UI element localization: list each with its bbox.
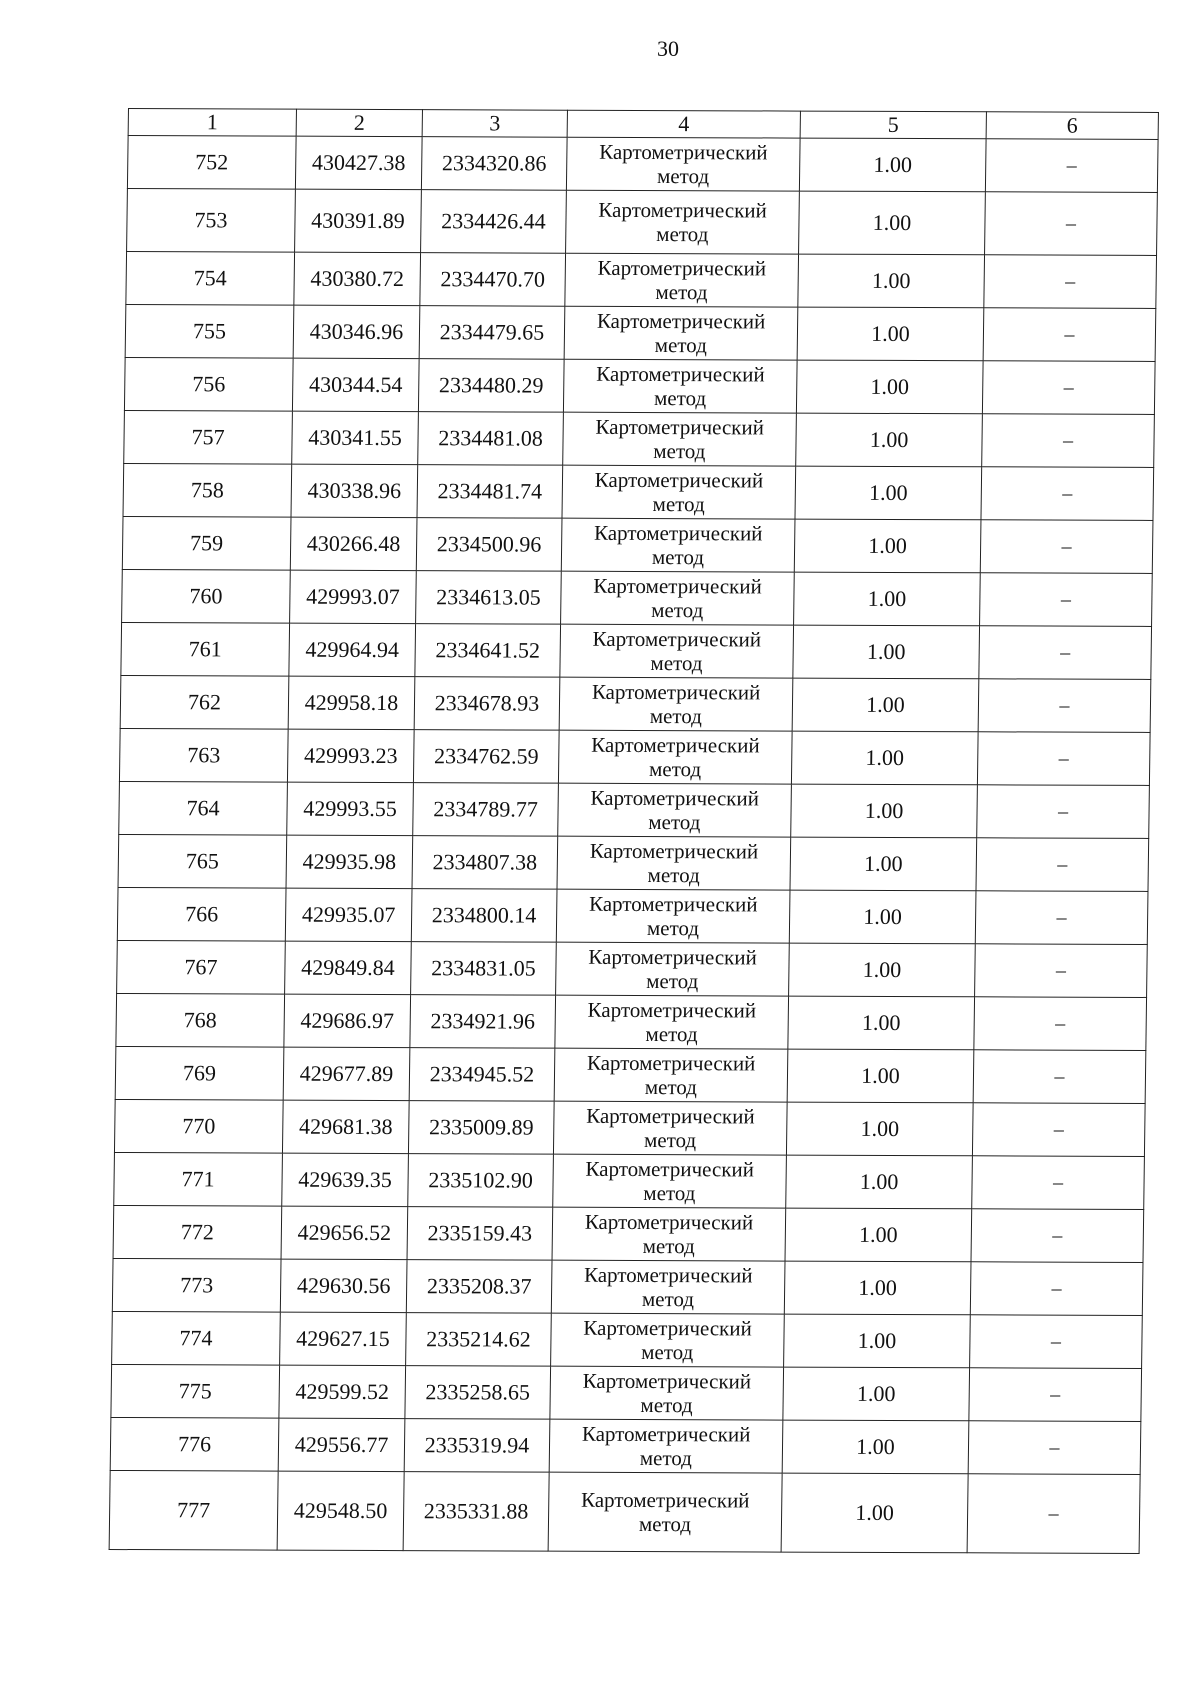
point-number-cell: 762 [120, 675, 289, 729]
accuracy-cell: 1.00 [788, 996, 975, 1050]
point-number-cell: 767 [117, 940, 286, 994]
accuracy-cell: 1.00 [789, 890, 976, 944]
note-cell: – [973, 1050, 1146, 1104]
point-number-cell: 776 [110, 1417, 279, 1471]
table-row [112, 1258, 1143, 1315]
coordinate-y-cell: 2334426.44 [421, 190, 567, 254]
page-number: 30 [657, 36, 679, 61]
coordinate-y-cell: 2335214.62 [406, 1313, 552, 1367]
method-line-2: метод [652, 492, 705, 517]
coordinate-x-cell: 429993.07 [290, 570, 417, 623]
method-line-2: метод [641, 1340, 694, 1365]
column-header: 6 [986, 112, 1158, 140]
note-cell: – [982, 361, 1155, 415]
coordinate-x-cell: 430344.54 [292, 358, 419, 411]
coordinate-y-cell: 2334479.65 [419, 306, 565, 360]
method-line-2: метод [646, 969, 699, 994]
coordinate-x-cell: 429964.94 [289, 623, 416, 676]
method-line-2: метод [648, 757, 702, 782]
table-row [114, 1152, 1145, 1209]
note-cell: – [977, 785, 1150, 839]
table-row [122, 516, 1153, 573]
method-line-1: Картометрический [582, 1368, 752, 1394]
table-row [112, 1311, 1143, 1368]
note-cell: – [981, 467, 1154, 521]
point-number-cell: 758 [123, 463, 292, 517]
coordinate-x-cell: 429548.50 [277, 1471, 404, 1550]
coordinate-y-cell: 2335009.89 [408, 1101, 554, 1155]
coordinate-y-cell: 2334762.59 [413, 730, 559, 784]
method-line-2: метод [650, 651, 703, 676]
point-number-cell: 756 [124, 358, 293, 412]
accuracy-cell: 1.00 [798, 254, 985, 308]
note-cell: – [982, 414, 1155, 468]
method-line-1: Картометрический [591, 732, 760, 758]
table-row [121, 622, 1152, 679]
table-row [124, 410, 1155, 467]
accuracy-cell: 1.00 [789, 943, 976, 997]
coordinate-y-cell: 2335102.90 [408, 1154, 554, 1208]
method-cell [563, 412, 797, 466]
coordinate-y-cell: 2334945.52 [409, 1048, 555, 1102]
point-number-cell: 773 [112, 1258, 281, 1312]
note-cell: – [967, 1474, 1140, 1554]
method-line-1: Картометрический [586, 1103, 755, 1129]
method-line-1: Картометрический [583, 1262, 753, 1288]
method-line-2: метод [656, 164, 710, 189]
note-cell: – [975, 944, 1148, 998]
method-line-2: метод [641, 1287, 695, 1312]
coordinate-x-cell: 429627.15 [280, 1312, 407, 1365]
method-line-2: метод [639, 1446, 693, 1471]
accuracy-cell: 1.00 [787, 1049, 974, 1103]
method-line-2: метод [643, 1128, 697, 1153]
accuracy-cell: 1.00 [781, 1473, 968, 1553]
coordinate-y-cell: 2334481.74 [417, 465, 563, 519]
point-number-cell: 770 [114, 1099, 283, 1153]
coordinate-y-cell: 2335319.94 [404, 1419, 550, 1473]
point-number-cell: 752 [127, 136, 296, 190]
table-row [124, 358, 1155, 415]
method-cell [555, 995, 789, 1049]
method-cell [565, 253, 799, 307]
coordinate-x-cell: 429556.77 [278, 1418, 405, 1471]
coordinate-y-cell: 2334789.77 [413, 783, 559, 837]
method-line-2: метод [647, 863, 700, 888]
accuracy-cell: 1.00 [785, 1208, 972, 1262]
method-line-2: метод [638, 1512, 692, 1537]
point-number-cell: 759 [122, 516, 291, 570]
method-line-2: метод [640, 1393, 693, 1418]
coordinate-y-cell: 2334678.93 [414, 677, 560, 731]
accuracy-cell: 1.00 [786, 1155, 973, 1209]
method-cell [556, 889, 790, 943]
table-row [115, 1046, 1146, 1103]
method-cell [564, 306, 798, 360]
point-number-cell: 772 [113, 1205, 282, 1259]
note-cell: – [985, 192, 1158, 256]
accuracy-cell: 1.00 [793, 625, 980, 679]
table-row [123, 463, 1154, 520]
note-cell: – [971, 1209, 1144, 1263]
table-row [127, 189, 1158, 256]
point-number-cell: 763 [119, 728, 288, 782]
coordinate-y-cell: 2334613.05 [416, 571, 562, 625]
note-cell: – [968, 1421, 1141, 1475]
coordinate-y-cell: 2335208.37 [406, 1260, 552, 1314]
note-cell: – [976, 838, 1149, 892]
coordinate-x-cell: 430391.89 [295, 189, 422, 252]
note-cell: – [974, 997, 1147, 1051]
coordinate-x-cell: 430266.48 [290, 517, 417, 570]
coordinate-y-cell: 2334800.14 [411, 889, 557, 943]
point-number-cell: 755 [125, 305, 294, 359]
method-line-2: метод [648, 810, 701, 835]
method-line-1: Картометрический [584, 1209, 754, 1235]
coordinate-x-cell: 430346.96 [293, 305, 420, 358]
coordinate-y-cell: 2334807.38 [412, 836, 558, 890]
method-line-1: Картометрический [581, 1421, 751, 1447]
accuracy-cell: 1.00 [799, 138, 986, 192]
method-cell [551, 1260, 785, 1314]
method-line-1: Картометрический [593, 520, 763, 546]
point-number-cell: 768 [116, 993, 285, 1047]
note-cell: – [970, 1262, 1143, 1316]
accuracy-cell: 1.00 [783, 1367, 970, 1421]
method-line-1: Картометрический [591, 679, 761, 705]
coordinate-x-cell: 429639.35 [282, 1153, 409, 1206]
table-row [122, 569, 1153, 626]
accuracy-cell: 1.00 [790, 837, 977, 891]
coordinate-x-cell: 429993.23 [287, 729, 414, 782]
coordinate-y-cell: 2334641.52 [415, 624, 561, 678]
method-line-1: Картометрический [596, 361, 765, 387]
coordinate-y-cell: 2334921.96 [410, 995, 556, 1049]
method-line-1: Картометрический [592, 626, 762, 652]
method-line-1: Картометрический [590, 785, 760, 811]
table-row [118, 834, 1149, 891]
note-cell: – [972, 1156, 1145, 1210]
table-row [125, 305, 1156, 362]
method-line-2: метод [642, 1234, 695, 1259]
method-line-2: метод [646, 916, 700, 941]
note-cell: – [979, 626, 1152, 680]
method-line-2: метод [644, 1075, 698, 1100]
coordinate-x-cell: 429681.38 [282, 1100, 409, 1153]
coordinate-x-cell: 429599.52 [279, 1365, 406, 1418]
coordinate-y-cell: 2334480.29 [418, 359, 564, 413]
method-cell [561, 518, 795, 572]
method-cell [558, 783, 792, 837]
method-cell [554, 1048, 788, 1102]
coordinate-y-cell: 2334831.05 [411, 942, 557, 996]
column-header: 3 [422, 110, 567, 138]
accuracy-cell: 1.00 [791, 784, 978, 838]
accuracy-cell: 1.00 [795, 466, 982, 520]
note-cell: – [984, 255, 1157, 309]
method-line-1: Картометрический [596, 308, 766, 334]
method-cell [553, 1154, 787, 1208]
method-cell [549, 1419, 783, 1473]
note-cell: – [978, 679, 1151, 733]
coordinate-x-cell: 430380.72 [294, 252, 421, 305]
accuracy-cell: 1.00 [797, 307, 984, 361]
method-cell [553, 1101, 787, 1155]
method-cell [558, 730, 792, 784]
method-line-1: Картометрический [580, 1487, 750, 1513]
coordinate-y-cell: 2335159.43 [407, 1207, 553, 1261]
method-line-1: Картометрический [595, 414, 765, 440]
method-cell [557, 836, 791, 890]
accuracy-cell: 1.00 [784, 1261, 971, 1315]
point-number-cell: 771 [114, 1152, 283, 1206]
method-line-2: метод [656, 222, 709, 247]
note-cell: – [985, 139, 1158, 193]
table-row [117, 887, 1148, 944]
accuracy-cell: 1.00 [799, 191, 986, 255]
note-cell: – [975, 891, 1148, 945]
method-cell [551, 1313, 785, 1367]
note-cell: – [970, 1315, 1143, 1369]
coordinate-x-cell: 429630.56 [280, 1259, 407, 1312]
method-cell [550, 1366, 784, 1420]
method-line-1: Картометрический [588, 891, 758, 917]
accuracy-cell: 1.00 [791, 731, 978, 785]
point-number-cell: 774 [112, 1311, 281, 1365]
column-header: 2 [296, 109, 422, 136]
column-number-row [128, 109, 1158, 140]
table-row [119, 781, 1150, 838]
table-row [117, 940, 1148, 997]
method-line-1: Картометрический [589, 838, 759, 864]
table-body [109, 136, 1158, 1554]
method-cell [566, 190, 800, 254]
method-line-1: Картометрический [585, 1156, 755, 1182]
method-line-1: Картометрический [598, 197, 768, 223]
coordinate-x-cell: 429677.89 [283, 1047, 410, 1100]
point-number-cell: 775 [111, 1364, 280, 1418]
point-number-cell: 777 [109, 1470, 278, 1550]
table-row [126, 252, 1157, 309]
table-row [109, 1470, 1140, 1553]
method-line-2: метод [651, 598, 704, 623]
method-cell [562, 465, 796, 519]
table-row [120, 675, 1151, 732]
accuracy-cell: 1.00 [782, 1420, 969, 1474]
accuracy-cell: 1.00 [794, 519, 981, 573]
coordinate-y-cell: 2334481.08 [418, 412, 564, 466]
column-header: 5 [800, 111, 986, 139]
point-number-cell: 766 [117, 887, 286, 941]
coordinate-x-cell: 430341.55 [292, 411, 419, 464]
coordinate-x-cell: 430427.38 [295, 136, 422, 189]
accuracy-cell: 1.00 [792, 678, 979, 732]
method-line-1: Картометрический [594, 467, 764, 493]
method-line-2: метод [653, 439, 706, 464]
coordinates-table-wrapper [109, 108, 1158, 1554]
method-line-2: метод [654, 333, 708, 358]
method-line-1: Картометрический [599, 139, 768, 165]
coordinates-table [109, 108, 1159, 1554]
coordinate-y-cell: 2334320.86 [421, 137, 567, 191]
accuracy-cell: 1.00 [786, 1102, 973, 1156]
point-number-cell: 754 [126, 252, 295, 306]
column-header: 1 [128, 109, 296, 137]
coordinate-x-cell: 429656.52 [281, 1206, 408, 1259]
coordinate-x-cell: 429849.84 [285, 941, 412, 994]
method-line-2: метод [649, 704, 703, 729]
point-number-cell: 769 [115, 1046, 284, 1100]
method-line-2: метод [655, 280, 708, 305]
method-line-1: Картометрический [597, 255, 767, 281]
table-row [116, 993, 1147, 1050]
note-cell: – [969, 1368, 1142, 1422]
method-cell [561, 571, 795, 625]
table-row [119, 728, 1150, 785]
note-cell: – [980, 520, 1153, 574]
coordinate-x-cell: 429935.98 [286, 835, 413, 888]
table-row [110, 1417, 1141, 1474]
coordinate-y-cell: 2335331.88 [403, 1472, 549, 1552]
point-number-cell: 761 [121, 622, 290, 676]
table-row [114, 1099, 1145, 1156]
note-cell: – [972, 1103, 1145, 1157]
method-cell [560, 624, 794, 678]
method-cell [556, 942, 790, 996]
note-cell: – [983, 308, 1156, 362]
method-line-1: Картометрический [583, 1315, 752, 1341]
method-line-1: Картометрический [587, 997, 757, 1023]
method-cell [566, 137, 800, 191]
accuracy-cell: 1.00 [784, 1314, 971, 1368]
accuracy-cell: 1.00 [796, 360, 983, 414]
accuracy-cell: 1.00 [796, 413, 983, 467]
coordinate-y-cell: 2334500.96 [416, 518, 562, 572]
coordinate-x-cell: 429993.55 [287, 782, 414, 835]
method-line-2: метод [651, 545, 705, 570]
column-header: 4 [567, 110, 800, 138]
coordinate-x-cell: 429935.07 [285, 888, 412, 941]
accuracy-cell: 1.00 [794, 572, 981, 626]
method-cell [559, 677, 793, 731]
note-cell: – [980, 573, 1153, 627]
note-cell: – [977, 732, 1150, 786]
method-line-2: метод [653, 386, 707, 411]
table-row [127, 136, 1158, 193]
coordinate-x-cell: 429958.18 [288, 676, 415, 729]
method-line-2: метод [645, 1022, 698, 1047]
point-number-cell: 753 [127, 189, 296, 253]
table-row [113, 1205, 1144, 1262]
point-number-cell: 760 [122, 569, 291, 623]
coordinate-y-cell: 2335258.65 [405, 1366, 551, 1420]
point-number-cell: 757 [124, 410, 293, 464]
coordinate-y-cell: 2334470.70 [420, 253, 566, 307]
coordinate-x-cell: 430338.96 [291, 464, 418, 517]
method-line-2: метод [643, 1181, 696, 1206]
point-number-cell: 764 [119, 781, 288, 835]
method-cell [563, 359, 797, 413]
point-number-cell: 765 [118, 834, 287, 888]
method-cell [548, 1472, 782, 1552]
method-line-1: Картометрический [593, 573, 762, 599]
method-line-1: Картометрический [588, 944, 757, 970]
method-cell [552, 1207, 786, 1261]
table-row [111, 1364, 1142, 1421]
coordinate-x-cell: 429686.97 [284, 994, 411, 1047]
method-line-1: Картометрический [586, 1050, 756, 1076]
